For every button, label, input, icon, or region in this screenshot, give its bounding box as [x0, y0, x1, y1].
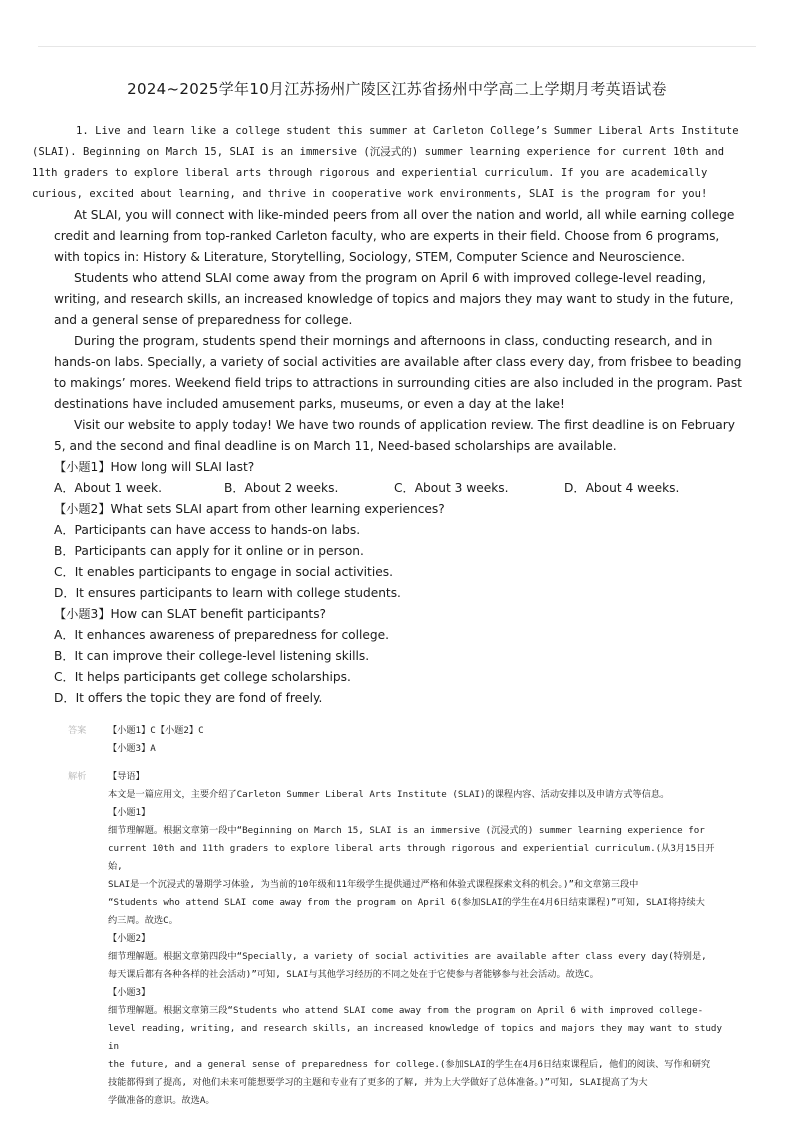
- analysis-block: [68, 768, 728, 1110]
- analysis-q2-title: 【小题2】: [108, 933, 151, 944]
- header-divider: [38, 46, 756, 47]
- page-title: 2024~2025学年10月江苏扬州广陵区江苏省扬州中学高二上学期月考英语试卷: [127, 80, 667, 98]
- intro-line-3: 11th graders to explore liberal arts through rigorous and experiential curriculum. If you are academically: [32, 167, 708, 179]
- paragraph-3: During the program, students spend their mornings and afternoons in class, conducting research, and in hands-on labs. Specially, a variety of social activities are available after class every day, from frisbee to beading to makings’ mores. Weekend field trips to attractions in surrounding cities are also included in the program. Past destinations have included amusement parks, museums, or even a day at the lake!: [54, 334, 742, 411]
- analysis-q3-line-5: 学做准备的意识。故选A。: [108, 1095, 215, 1106]
- analysis-q3-line-2: level reading, writing, and research skills, an increased knowledge of topics and majors they may want to study in: [108, 1023, 722, 1052]
- analysis-q2-line-2: 每天课后都有各种各样的社会活动)”可知, SLAI与其他学习经历的不同之处在于它使参与者能够参与社会活动。故选C。: [108, 969, 599, 980]
- answer-section: [68, 722, 728, 1110]
- q1-option-a: A．About 1 week.: [54, 481, 162, 495]
- q2-option-d: D．It ensures participants to learn with college students.: [54, 586, 401, 600]
- analysis-q1-title: 【小题1】: [108, 807, 151, 818]
- passage-body: [54, 205, 744, 709]
- analysis-guide: 本文是一篇应用文，主要介绍了Carleton Summer Liberal Arts Institute (SLAI)的课程内容、活动安排以及申请方式等信息。: [108, 789, 670, 800]
- analysis-q1-line-3: SLAI是一个沉浸式的暑期学习体验, 为当前的10年级和11年级学生提供通过严格和体验式课程探索文科的机会。)”和文章第三段中: [108, 879, 639, 890]
- analysis-content: [108, 768, 728, 1110]
- paragraph-2: Students who attend SLAI come away from the program on April 6 with improved college-level reading, writing, and research skills, an increased knowledge of topics and majors they may want to study in the future, and a general sense of preparedness for college.: [54, 271, 734, 327]
- analysis-q2-line-1: 细节理解题。根据文章第四段中“Specially, a variety of social activities are available after class every day(特别是,: [108, 951, 707, 962]
- answer-block: [68, 722, 728, 758]
- q3-option-b: B．It can improve their college-level listening skills.: [54, 649, 370, 663]
- analysis-q1-line-5: 约三周。故选C。: [108, 915, 178, 926]
- intro-line-1: 1. Live and learn like a college student this summer at Carleton College’s Summer Liberal Arts Institute: [76, 125, 739, 137]
- analysis-q3-line-4: 技能都得到了提高, 对他们未来可能想要学习的主题和专业有了更多的了解, 并为上大学做好了总体准备。)”可知, SLAI提高了为大: [108, 1077, 648, 1088]
- q3-option-a: A．It enhances awareness of preparedness for college.: [54, 628, 390, 642]
- intro-line-2: (SLAI). Beginning on March 15, SLAI is an immersive (沉浸式的) summer learning experience for current 10th and: [32, 146, 725, 158]
- q2-option-c: C．It enables participants to engage in social activities.: [54, 565, 393, 579]
- analysis-q1-line-4: “Students who attend SLAI come away from the program on April 6(参加SLAI的学生在4月6日结束课程)”可知, SLAI将持续大: [108, 897, 705, 908]
- q2-option-a: A．Participants can have access to hands-on labs.: [54, 523, 361, 537]
- question-3-stem: 【小题3】How can SLAT benefit participants?: [54, 607, 327, 621]
- answer-line-1: 【小题1】C【小题2】C: [108, 725, 204, 736]
- analysis-label: 解析: [68, 771, 87, 782]
- intro-line-4: curious, excited about learning, and thrive in cooperative work environments, SLAI is the program for you!: [32, 188, 708, 200]
- q2-option-b: B．Participants can apply for it online or in person.: [54, 544, 364, 558]
- question-1-options: [54, 478, 744, 499]
- paragraph-1: At SLAI, you will connect with like-minded peers from all over the nation and world, all while earning college credit and learning from top-ranked Carleton faculty, who are experts in their field. Choose from 6 programs, with topics in: History & Literature, Storytelling, Sociology, STEM, Computer Science and Neuroscience.: [54, 208, 735, 264]
- q1-option-b: B．About 2 weeks.: [224, 481, 339, 495]
- analysis-guide-title: 【导语】: [108, 771, 145, 782]
- passage-intro: [32, 121, 744, 205]
- q3-option-d: D．It offers the topic they are fond of freely.: [54, 691, 323, 705]
- question-1-stem: 【小题1】How long will SLAI last?: [54, 460, 255, 474]
- answer-content: [108, 722, 728, 758]
- question-2-stem: 【小题2】What sets SLAI apart from other learning experiences?: [54, 502, 445, 516]
- analysis-q3-title: 【小题3】: [108, 987, 151, 998]
- answer-label: 答案: [68, 725, 87, 736]
- answer-line-2: 【小题3】A: [108, 743, 156, 754]
- analysis-q3-line-1: 细节理解题。根据文章第三段“Students who attend SLAI come away from the program on April 6 with improved college-: [108, 1005, 704, 1016]
- q3-option-c: C．It helps participants get college scholarships.: [54, 670, 351, 684]
- q1-option-d: D．About 4 weeks.: [564, 481, 680, 495]
- analysis-q1-line-1: 细节理解题。根据文章第一段中“Beginning on March 15, SLAI is an immersive (沉浸式的) summer learning experience for: [108, 825, 705, 836]
- analysis-q3-line-3: the future, and a general sense of preparedness for college.(参加SLAI的学生在4月6日结束课程后, 他们的阅读、写作和研究: [108, 1059, 711, 1070]
- paragraph-4: Visit our website to apply today! We have two rounds of application review. The first deadline is on February 5, and the second and final deadline is on March 11, Need-based scholarships are available.: [54, 418, 735, 453]
- analysis-q1-line-2: current 10th and 11th graders to explore liberal arts through rigorous and experiential curriculum.(从3月15日开始,: [108, 843, 715, 872]
- q1-option-c: C．About 3 weeks.: [394, 481, 509, 495]
